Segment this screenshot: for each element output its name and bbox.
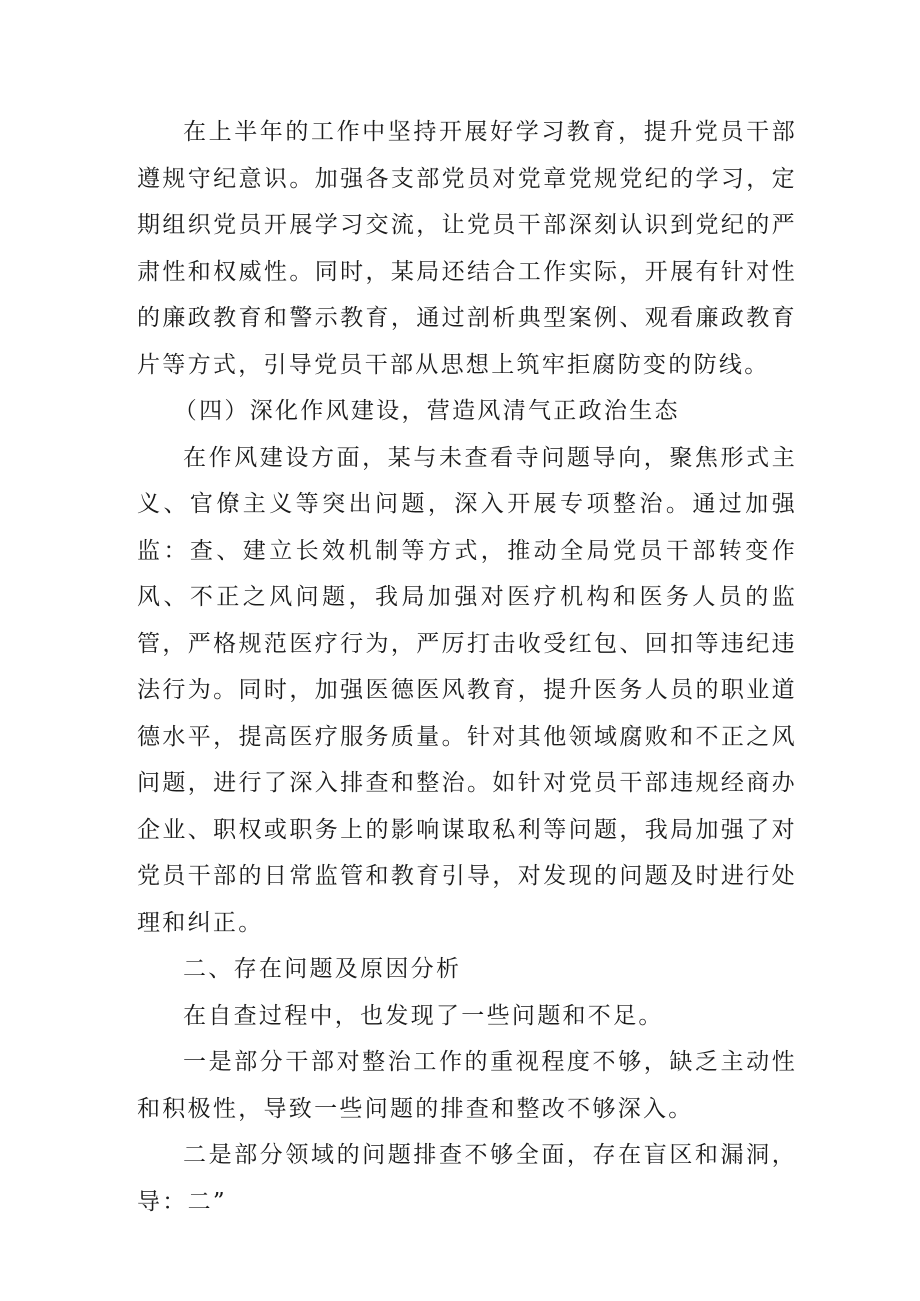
section-heading-style-building: （四）深化作风建设，营造风清气正政治生态	[173, 398, 680, 424]
section-heading-problems: 二、存在问题及原因分析	[183, 956, 462, 982]
paragraph-problem-two: 二是部分领域的问题排查不够全面，存在盲区和漏洞，导：二”	[137, 1142, 797, 1215]
paragraph-style-building: 在作风建设方面，某与未查看寺问题导向，聚焦形式主义、官僚主义等突出问题，深入开展专项整治。通过加强监：查、建立长效机制等方式，推动全局党员干部转变作风、不正之风问题，我局加强对医疗机构和医务人员的监管，严格规范医疗行为，严厉打击收受红包、回扣等违纪违法行为。同时，加强医德医风教育，提升医务人员的职业道德水平，提高医疗服务质量。针对其他领域腐败和不正之风问题，进行了深入排查和整治。如针对党员干部违规经商办企业、职权或职务上的影响谋取私利等问题，我局加强了对党员干部的日常监管和教育引导，对发现的问题及时进行处理和纠正。	[137, 444, 797, 936]
paragraph-problem-one: 一是部分干部对整治工作的重视程度不够，缺乏主动性和积极性，导致一些问题的排查和整改不够深入。	[137, 1049, 797, 1122]
paragraph-study-education: 在上半年的工作中坚持开展好学习教育，提升党员干部遵规守纪意识。加强各支部党员对党章党规党纪的学习，定期组织党员开展学习交流，让党员干部深刻认识到党纪的严肃性和权威性。同时，某局还结合工作实际，开展有针对性的廉政教育和警示教育，通过剖析典型案例、观看廉政教育片等方式，引导党员干部从思想上筑牢拒腐防变的防线。	[137, 119, 797, 378]
document-body	[137, 109, 797, 1225]
paragraph-self-check: 在自查过程中，也发现了一些问题和不足。	[183, 1002, 664, 1029]
